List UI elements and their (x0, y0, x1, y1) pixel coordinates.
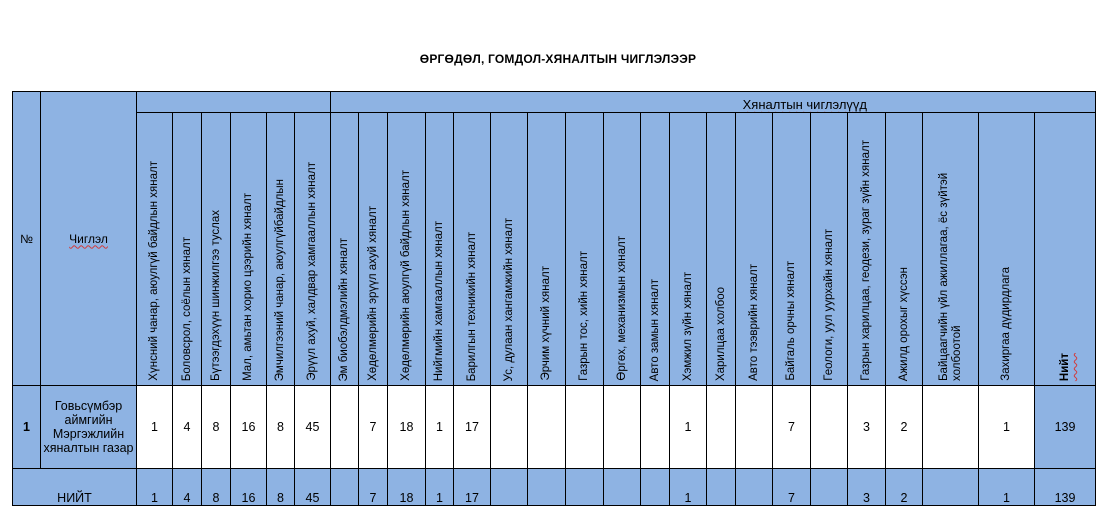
totals-cell (331, 469, 359, 506)
totals-cell: 1 (979, 469, 1035, 506)
column-header: Эрүүл ахуй, халдвар хамгааллын хяналт (295, 113, 331, 386)
row-name: Говьсүмбэр аймгийн Мэргэжлийн хяналтын газар (41, 386, 137, 469)
totals-cell: 7 (359, 469, 388, 506)
totals-cell: 18 (388, 469, 426, 506)
total-header: Нийт (1035, 113, 1096, 386)
table-cell: 1 (137, 386, 173, 469)
table-cell: 8 (202, 386, 231, 469)
column-header: Бүтээгдэхүүн шинжилгээ туслах (202, 113, 231, 386)
column-header: Эм биобэлдмэлийн хяналт (331, 113, 359, 386)
group-header-empty (137, 92, 331, 113)
column-header: Байцаагчийн үйл ажиллагаа, ёс зүйтэй холбоотой (923, 113, 979, 386)
table-cell (923, 386, 979, 469)
column-header: Авто тээврийн хяналт (736, 113, 773, 386)
table-cell: 18 (388, 386, 426, 469)
totals-cell: 8 (267, 469, 295, 506)
column-header: Геологи, уул уурхайн хяналт (811, 113, 848, 386)
totals-cell: 2 (886, 469, 923, 506)
totals-cell: 1 (670, 469, 707, 506)
totals-cell: 3 (848, 469, 886, 506)
table-cell: 4 (173, 386, 202, 469)
no-header: № (13, 92, 41, 386)
totals-cell (566, 469, 604, 506)
column-header: Хөдөлмөрийн аюулгүй байдлын хяналт (388, 113, 426, 386)
totals-cell: 1 (137, 469, 173, 506)
column-header: Хөдөлмөрийн эрүүл ахуй хяналт (359, 113, 388, 386)
grand-total: 139 (1035, 469, 1096, 506)
column-header: Газрын харилцаа, геодези, зураг зүйн хяналт (848, 113, 886, 386)
column-header: Эрчим хүчний хяналт (528, 113, 566, 386)
column-header: Авто замын хяналт (641, 113, 670, 386)
totals-cell (641, 469, 670, 506)
totals-cell: 7 (773, 469, 811, 506)
table-cell: 17 (454, 386, 491, 469)
column-header: Барилгын техникийн хяналт (454, 113, 491, 386)
table-cell: 7 (359, 386, 388, 469)
column-header: Ажилд орохыг хүссэн (886, 113, 923, 386)
table-cell: 2 (886, 386, 923, 469)
table-cell: 45 (295, 386, 331, 469)
table-cell (331, 386, 359, 469)
page-title: ӨРГӨДӨЛ, ГОМДОЛ-ХЯНАЛТЫН ЧИГЛЭЛЭЭР (419, 52, 697, 66)
totals-cell: 1 (426, 469, 454, 506)
column-header: Боловсрол, соёлын хяналт (173, 113, 202, 386)
row-total: 139 (1035, 386, 1096, 469)
table-cell (604, 386, 641, 469)
totals-cell: 8 (202, 469, 231, 506)
column-header: Харилцаа холбоо (707, 113, 736, 386)
table-cell (811, 386, 848, 469)
column-header: Газрын тос, хийн хяналт (566, 113, 604, 386)
column-header: Байгаль орчны хяналт (773, 113, 811, 386)
totals-label: НИЙТ (13, 469, 137, 506)
column-header: Захиргаа дүдирдлага (979, 113, 1035, 386)
table-cell (707, 386, 736, 469)
column-header: Ус, дулаан хангамжийн хяналт (491, 113, 528, 386)
totals-cell (811, 469, 848, 506)
table-cell: 1 (979, 386, 1035, 469)
totals-cell: 16 (231, 469, 267, 506)
row-number: 1 (13, 386, 41, 469)
totals-cell (736, 469, 773, 506)
table-cell: 1 (426, 386, 454, 469)
group-header: Хяналтын чиглэлүүд (331, 92, 1096, 113)
table-cell: 8 (267, 386, 295, 469)
column-header: Өргөх, механизмын хяналт (604, 113, 641, 386)
table-cell (528, 386, 566, 469)
table-cell (641, 386, 670, 469)
totals-cell: 4 (173, 469, 202, 506)
column-header: Хэмжил зүйн хяналт (670, 113, 707, 386)
table-cell (491, 386, 528, 469)
totals-cell: 45 (295, 469, 331, 506)
inspection-table (12, 91, 1096, 506)
table-cell (736, 386, 773, 469)
totals-cell (707, 469, 736, 506)
totals-cell (528, 469, 566, 506)
column-header: Эмчилгээний чанар, аюулгүйбайдлын (267, 113, 295, 386)
table-cell: 3 (848, 386, 886, 469)
column-header: Мал, амьтан хорио цээрийн хяналт (231, 113, 267, 386)
totals-cell (923, 469, 979, 506)
direction-header: Чиглэл (41, 92, 137, 386)
column-header: Хүнсний чанар, аюулгүй байдлын хяналт (137, 113, 173, 386)
table-cell: 1 (670, 386, 707, 469)
table-cell: 16 (231, 386, 267, 469)
table-cell: 7 (773, 386, 811, 469)
totals-cell: 17 (454, 469, 491, 506)
table-cell (566, 386, 604, 469)
totals-cell (491, 469, 528, 506)
totals-cell (604, 469, 641, 506)
column-header: Нийгмийн хамгааллын хяналт (426, 113, 454, 386)
